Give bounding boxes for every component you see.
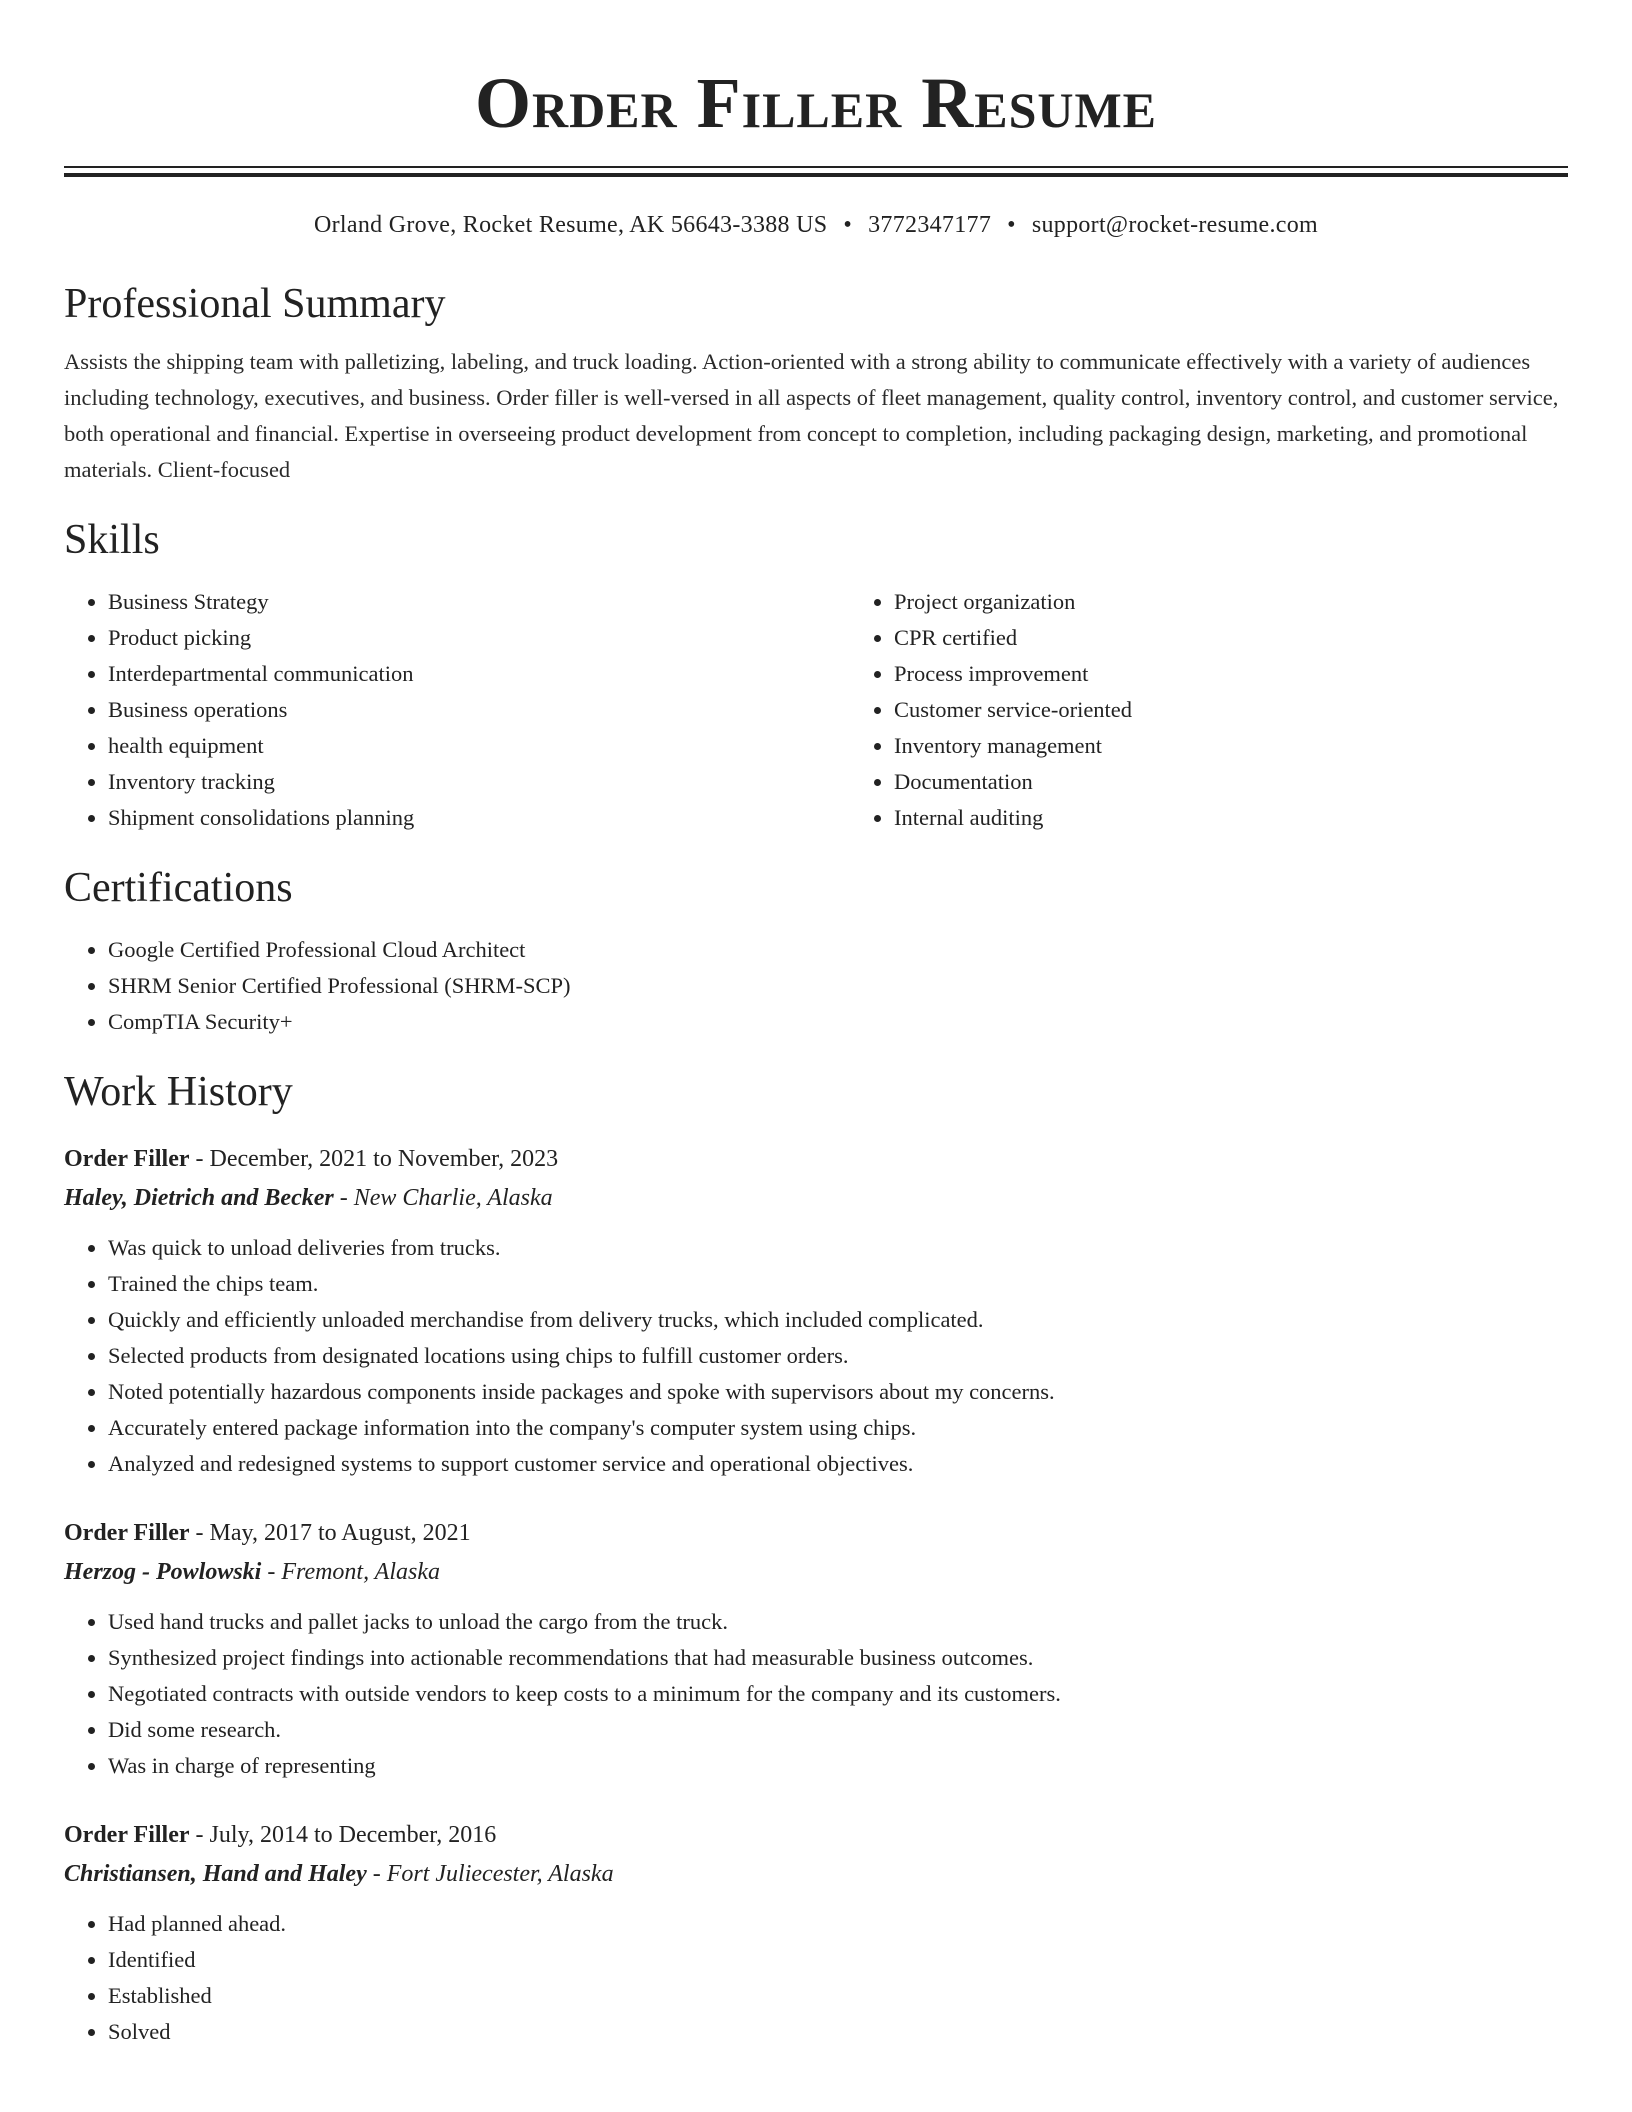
job-bullet: • Was quick to unload deliveries from trucks. <box>108 1230 1568 1266</box>
skill-item: • Inventory tracking <box>108 764 850 800</box>
job-title-line <box>64 1140 1568 1178</box>
certification-item: • SHRM Senior Certified Professional (SHRM-SCP) <box>108 968 1568 1004</box>
job-location: - Fort Juliecester, Alaska <box>366 1861 614 1887</box>
skills-heading: Skills <box>64 517 160 563</box>
contact-email[interactable]: support@rocket-resume.com <box>1031 212 1319 238</box>
job-bullet: • Selected products from designated locations using chips to fulfill customer orders. <box>108 1338 1568 1374</box>
job-entry <box>64 1816 1568 2050</box>
skills-list-right <box>850 584 1632 836</box>
job-bullet: • Negotiated contracts with outside vendors to keep costs to a minimum for the company and its customers. <box>108 1676 1568 1712</box>
skill-item: • health equipment <box>108 728 850 764</box>
job-company: Christiansen, Hand and Haley <box>64 1861 367 1887</box>
contact-phone[interactable]: 3772347177 <box>868 212 992 238</box>
divider-line-thick <box>64 173 1568 177</box>
job-bullet: • Had planned ahead. <box>108 1906 1568 1942</box>
job-bullet: • Noted potentially hazardous components inside packages and spoke with supervisors about my concerns. <box>108 1374 1568 1410</box>
job-company-line <box>64 1552 1568 1592</box>
work-history-heading: Work History <box>64 1069 293 1115</box>
skill-item: • Inventory management <box>894 728 1632 764</box>
resume-title: Order Filler Resume <box>474 63 1158 143</box>
resume-page <box>64 0 1568 2050</box>
skills-list-left <box>64 584 850 836</box>
job-bullet: • Was in charge of representing <box>108 1748 1568 1784</box>
skill-item: • Customer service-oriented <box>894 692 1632 728</box>
job-bullet: • Did some research. <box>108 1712 1568 1748</box>
job-bullet: • Accurately entered package information into the company's computer system using chips. <box>108 1410 1568 1446</box>
job-company: Herzog - Powlowski <box>64 1559 262 1585</box>
contact-address: Orland Grove, Rocket Resume, AK 56643-3388 US <box>313 212 828 238</box>
skill-item: • Internal auditing <box>894 800 1632 836</box>
job-dates: - May, 2017 to August, 2021 <box>189 1520 471 1546</box>
job-entry <box>64 1140 1568 1482</box>
job-bullet: • Used hand trucks and pallet jacks to unload the cargo from the truck. <box>108 1604 1568 1640</box>
job-bullets <box>64 1604 1568 1784</box>
skill-item: • Documentation <box>894 764 1632 800</box>
job-title: Order Filler <box>64 1146 190 1172</box>
certification-item: • Google Certified Professional Cloud Architect <box>108 932 1568 968</box>
certifications-heading: Certifications <box>64 865 293 911</box>
summary-heading: Professional Summary <box>64 281 446 327</box>
job-location: - New Charlie, Alaska <box>333 1185 553 1211</box>
skill-item: • Project organization <box>894 584 1632 620</box>
certifications-list <box>64 932 1568 1040</box>
title-divider <box>64 166 1568 178</box>
job-bullets <box>64 1230 1568 1482</box>
skill-item: • Business operations <box>108 692 850 728</box>
skill-item: • Interdepartmental communication <box>108 656 850 692</box>
job-title-line <box>64 1514 1568 1552</box>
job-company-line <box>64 1178 1568 1218</box>
job-title: Order Filler <box>64 1520 190 1546</box>
contact-separator: • <box>1007 212 1016 238</box>
job-title: Order Filler <box>64 1822 190 1848</box>
job-bullets <box>64 1906 1568 2050</box>
summary-text: Assists the shipping team with palletizing, labeling, and truck loading. Action-oriented with a strong ability to communicate effectively with a variety of audiences including technology, executives, and business. Order filler is well-versed in all aspects of fleet management, quality control, inventory control, and customer service, both operational and financial. Expertise in overseeing product development from concept to completion, including packaging design, marketing, and promotional materials. Client-focused <box>64 349 1559 482</box>
skill-item: • Product picking <box>108 620 850 656</box>
job-bullet: • Quickly and efficiently unloaded merchandise from delivery trucks, which included complicated. <box>108 1302 1568 1338</box>
certification-item: • CompTIA Security+ <box>108 1004 1568 1040</box>
skill-item: • Shipment consolidations planning <box>108 800 850 836</box>
skill-item: • Business Strategy <box>108 584 850 620</box>
job-bullet: • Identified <box>108 1942 1568 1978</box>
skill-item: • CPR certified <box>894 620 1632 656</box>
skill-item: • Process improvement <box>894 656 1632 692</box>
skills-columns <box>64 584 1568 836</box>
job-company: Haley, Dietrich and Becker <box>64 1185 334 1211</box>
job-title-line <box>64 1816 1568 1854</box>
job-dates: - December, 2021 to November, 2023 <box>189 1146 559 1172</box>
job-company-line <box>64 1854 1568 1894</box>
job-bullet: • Synthesized project findings into actionable recommendations that had measurable business outcomes. <box>108 1640 1568 1676</box>
job-dates: - July, 2014 to December, 2016 <box>189 1822 497 1848</box>
divider-line-thin <box>64 166 1568 168</box>
job-bullet: • Established <box>108 1978 1568 2014</box>
job-location: - Fremont, Alaska <box>261 1559 440 1585</box>
contact-separator: • <box>843 212 853 238</box>
job-entry <box>64 1514 1568 1784</box>
job-bullet: • Trained the chips team. <box>108 1266 1568 1302</box>
job-bullet: • Analyzed and redesigned systems to support customer service and operational objectives. <box>108 1446 1568 1482</box>
job-bullet: • Solved <box>108 2014 1568 2050</box>
contact-line <box>64 210 1568 240</box>
